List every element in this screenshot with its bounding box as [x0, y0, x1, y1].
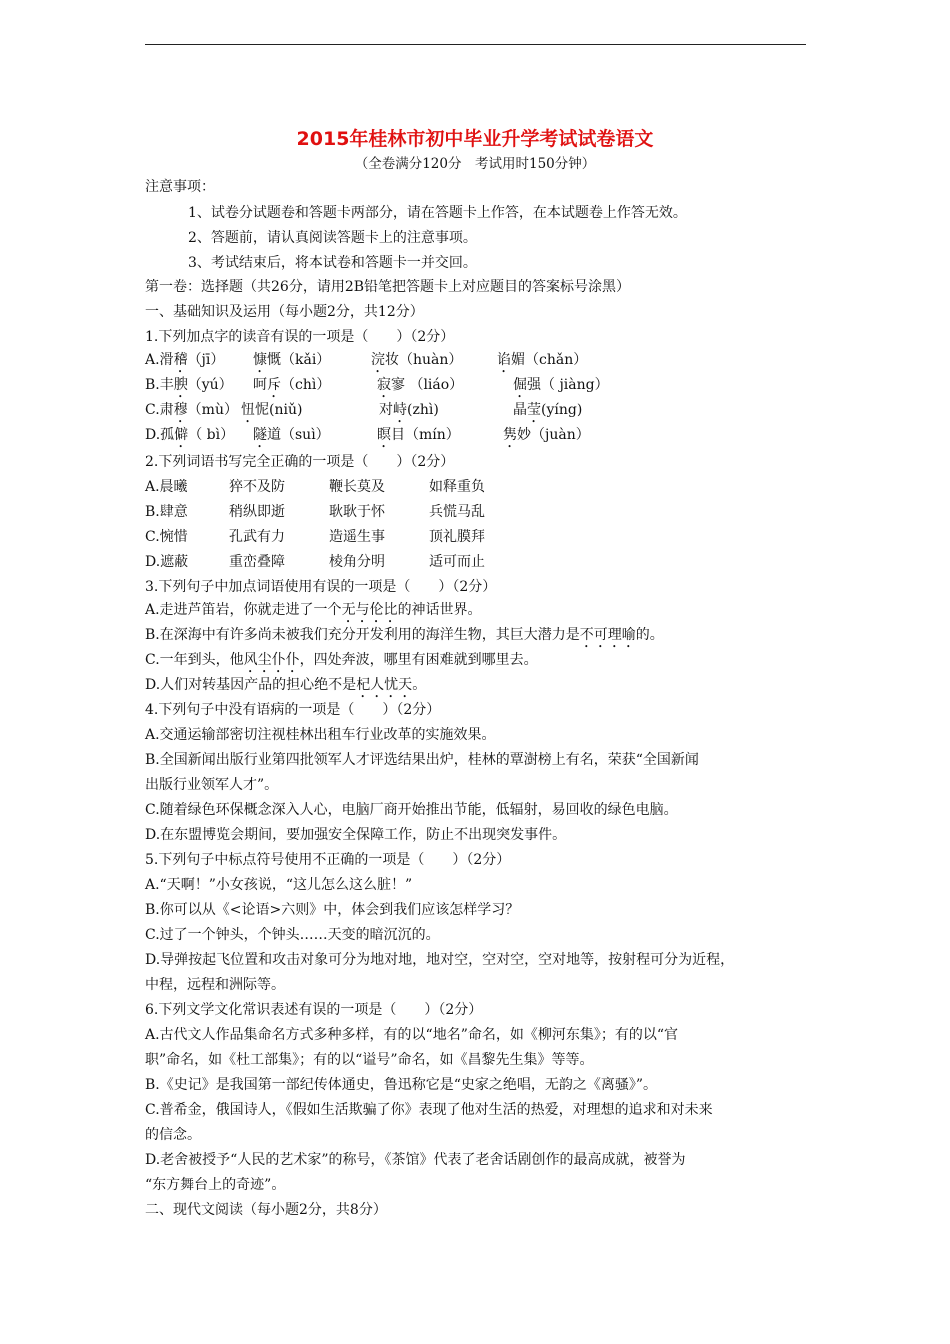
- word-item: 鞭长莫及: [329, 479, 385, 495]
- option-item: 隽妙（juàn）: [503, 427, 590, 443]
- option-item: 慷慨（kǎi）: [253, 352, 331, 368]
- notice-item: 2、答题前，请认真阅读答题卡上的注意事项。: [188, 230, 477, 246]
- option-line: B.全国新闻出版行业第四批领军人才评选结果出炉，桂林的覃澍榜上有名，荣获“全国新闻: [145, 752, 699, 768]
- question-stem: 5.下列句子中标点符号使用不正确的一项是（ ）（2分）: [145, 852, 511, 868]
- word-item: D.遮蔽: [145, 554, 189, 570]
- option-line: C.随着绿色环保概念深入人心，电脑厂商开始推出节能，低辐射，易回收的绿色电脑。: [145, 802, 678, 818]
- option-line: A.交通运输部密切注视桂林出租车行业改革的实施效果。: [145, 727, 496, 743]
- question-stem: 1.下列加点字的读音有误的一项是（ ）（2分）: [145, 329, 455, 345]
- word-item: 耿耿于怀: [329, 504, 385, 520]
- option-line: D.人们对转基因产品的担心绝不是杞人忧天。: [145, 677, 427, 693]
- option-line: B.你可以从《<论语>六则》中，体会到我们应该怎样学习？: [145, 902, 520, 918]
- question-stem: 4.下列句子中没有语病的一项是（ ）（2分）: [145, 702, 441, 718]
- option-item: A.滑稽（jī）: [145, 352, 225, 368]
- emphasized-phrase: 不可理喻: [579, 627, 636, 643]
- section-heading: 二、现代文阅读（每小题2分，共8分）: [145, 1202, 387, 1218]
- option-item: 倔强（ jiàng）: [513, 377, 609, 393]
- option-line: A.走进芦笛岩，你就走进了一个无与伦比的神话世界。: [145, 602, 482, 618]
- emphasized-phrase: 风尘仆仆: [243, 652, 300, 668]
- word-item: 稍纵即逝: [229, 504, 285, 520]
- notice-heading: 注意事项：: [145, 179, 215, 195]
- word-item: 造遥生事: [329, 529, 385, 545]
- question-stem: 3.下列句子中加点词语使用有误的一项是（ ）（2分）: [145, 579, 497, 595]
- word-item: A.晨曦: [145, 479, 188, 495]
- option-item: 呵斥（chì）: [253, 377, 331, 393]
- option-line: “东方舞台上的奇迹”。: [145, 1177, 286, 1193]
- option-item: 忸怩(niǔ): [241, 402, 303, 418]
- option-item: 浣妆（huàn）: [371, 352, 463, 368]
- exam-subtitle: （全卷满分120分 考试用时150分钟）: [354, 156, 596, 172]
- word-item: 顶礼膜拜: [429, 529, 485, 545]
- option-line: D.在东盟博览会期间，要加强安全保障工作，防止不出现突发事件。: [145, 827, 567, 843]
- option-line: C.一年到头，他风尘仆仆，四处奔波，哪里有困难就到哪里去。: [145, 652, 538, 668]
- option-item: 寂寥 （liáo）: [377, 377, 464, 393]
- option-item: 晶莹(yíng): [513, 402, 583, 418]
- exam-title: 2015年桂林市初中毕业升学考试试卷语文: [296, 128, 654, 150]
- question-stem: 2.下列词语书写完全正确的一项是（ ）（2分）: [145, 454, 455, 470]
- word-item: B.肆意: [145, 504, 188, 520]
- option-item: B.丰腴（yú）: [145, 377, 233, 393]
- option-item: 隧道（suì）: [253, 427, 330, 443]
- word-item: 适可而止: [429, 554, 485, 570]
- volume-heading: 第一卷：选择题（共26分，请用2B铅笔把答题卡上对应题目的答案标号涂黑）: [145, 279, 631, 295]
- option-line: A.“天啊！”小女孩说，“这儿怎么这么脏！”: [145, 877, 413, 893]
- option-line: C.过了一个钟头，个钟头……天变的暗沉沉的。: [145, 927, 440, 943]
- word-item: C.惋惜: [145, 529, 188, 545]
- notice-item: 3、考试结束后，将本试卷和答题卡一并交回。: [188, 255, 477, 271]
- option-item: C.肃穆（mù）: [145, 402, 238, 418]
- option-line: A.古代文人作品集命名方式多种多样，有的以“地名”命名，如《柳河东集》；有的以“官: [145, 1027, 679, 1043]
- word-item: 孔武有力: [229, 529, 285, 545]
- option-line: B.《史记》是我国第一部纪传体通史，鲁迅称它是“史家之绝唱，无韵之《离骚》”。: [145, 1077, 658, 1093]
- word-item: 兵慌马乱: [429, 504, 485, 520]
- option-line: C.普希金，俄国诗人，《假如生活欺骗了你》表现了他对生活的热爱，对理想的追求和对未来: [145, 1102, 713, 1118]
- option-line: 职”命名，如《杜工部集》；有的以“谥号”命名，如《昌黎先生集》等等。: [145, 1052, 594, 1068]
- option-item: D.孤僻（ bì）: [145, 427, 235, 443]
- word-item: 如释重负: [429, 479, 485, 495]
- notice-item: 1、试卷分试题卷和答题卡两部分，请在答题卡上作答，在本试题卷上作答无效。: [188, 205, 687, 221]
- option-line: 出版行业领军人才”。: [145, 777, 279, 793]
- option-line: 的信念。: [145, 1127, 201, 1143]
- option-line: D.导弹按起飞位置和攻击对象可分为地对地，地对空，空对空，空对地等，按射程可分为近程，: [145, 952, 735, 968]
- option-line: B.在深海中有许多尚未被我们充分开发利用的海洋生物，其巨大潜力是不可理喻的。: [145, 627, 664, 643]
- option-item: 谄媚（chǎn）: [497, 352, 588, 368]
- option-line: 中程，远程和洲际等。: [145, 977, 285, 993]
- emphasized-phrase: 杞人忧天: [356, 677, 413, 693]
- word-item: 棱角分明: [329, 554, 385, 570]
- option-item: 对峙(zhì): [379, 402, 439, 418]
- header-rule: [145, 44, 806, 45]
- word-item: 重峦叠障: [229, 554, 285, 570]
- question-stem: 6.下列文学文化常识表述有误的一项是（ ）（2分）: [145, 1002, 483, 1018]
- emphasized-phrase: 无与伦比: [341, 602, 398, 618]
- option-line: D.老舍被授予“人民的艺术家”的称号，《茶馆》代表了老舍话剧创作的最高成就，被誉为: [145, 1152, 686, 1168]
- option-item: 瞑目（mín）: [377, 427, 460, 443]
- word-item: 猝不及防: [229, 479, 285, 495]
- section-heading: 一、基础知识及运用（每小题2分，共12分）: [145, 304, 424, 320]
